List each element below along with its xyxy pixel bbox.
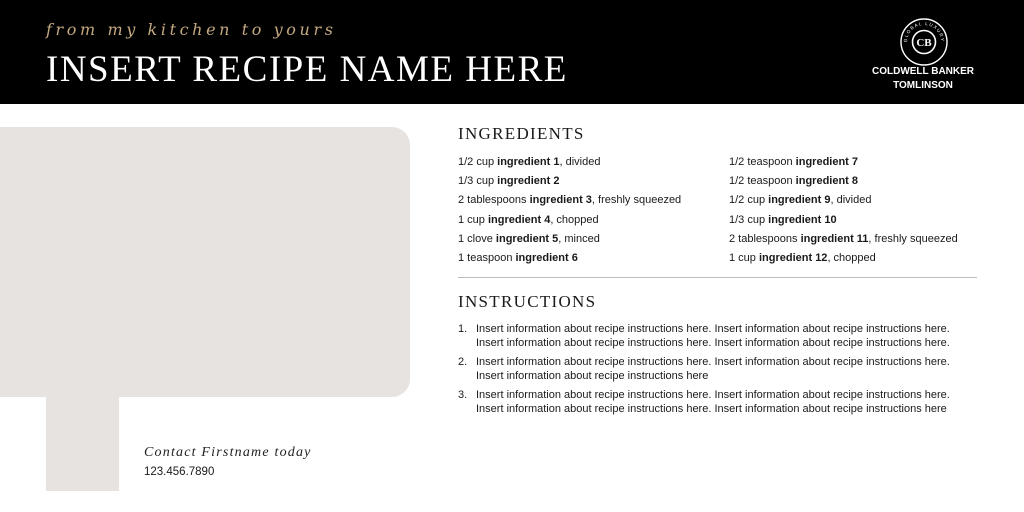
- ingredients-list-right: [729, 153, 958, 268]
- ingredient-item: 2 tablespoons ingredient 11, freshly squeezed: [729, 232, 958, 245]
- ingredients-list-left: [458, 153, 681, 268]
- contact-phone: 123.456.7890: [144, 466, 215, 478]
- step-text: Insert information about recipe instructions here. Insert information about recipe instructions here. Insert information about recipe instructions here. Insert information about recipe instructions here.: [476, 323, 950, 349]
- brand-office: TOMLINSON: [893, 80, 953, 91]
- instruction-step: [458, 355, 968, 383]
- step-text: Insert information about recipe instructions here. Insert information about recipe instructions here. Insert information about recipe instructions here: [476, 356, 950, 382]
- ingredient-item: 1/2 teaspoon ingredient 7: [729, 156, 859, 168]
- instructions-list: [458, 322, 968, 416]
- instruction-step: [458, 388, 968, 416]
- ingredient-item: 1/3 cup ingredient 10: [729, 213, 837, 226]
- step-number: 1.: [458, 323, 468, 335]
- section-divider: [458, 277, 977, 278]
- ingredient-item: 2 tablespoons ingredient 3, freshly squeezed: [458, 194, 682, 207]
- photo-placeholder-stem: [46, 390, 119, 491]
- tagline: from my kitchen to yours: [46, 20, 337, 39]
- photo-placeholder: [0, 127, 410, 397]
- ingredient-item: 1 cup ingredient 4, chopped: [458, 213, 599, 226]
- brand-name: COLDWELL BANKER: [871, 66, 975, 77]
- ingredient-item: 1/2 cup ingredient 9, divided: [729, 194, 872, 207]
- logo-monogram: CB: [916, 37, 932, 50]
- ingredient-item: 1/3 cup ingredient 2: [458, 175, 560, 188]
- instructions-heading: INSTRUCTIONS: [458, 292, 597, 311]
- contact-label: Contact Firstname today: [144, 445, 312, 460]
- ingredients-heading: INGREDIENTS: [458, 124, 585, 143]
- ingredient-item: 1/2 teaspoon ingredient 8: [729, 175, 859, 188]
- instruction-step: [458, 322, 968, 350]
- recipe-title: INSERT RECIPE NAME HERE: [46, 49, 568, 90]
- step-number: 3.: [458, 389, 468, 401]
- ingredient-item: 1 clove ingredient 5, minced: [458, 232, 600, 245]
- ingredient-item: 1 cup ingredient 12, chopped: [729, 251, 876, 264]
- logo-ring-text: GLOBAL LUXURY: [902, 20, 946, 43]
- step-text: Insert information about recipe instructions here. Insert information about recipe instructions here. Insert information about recipe instructions here. Insert information about recipe instructions here: [476, 389, 950, 415]
- header-banner: [0, 0, 1024, 104]
- ingredient-item: 1 teaspoon ingredient 6: [458, 251, 578, 264]
- coldwell-banker-logo-icon: [899, 17, 949, 67]
- ingredient-item: 1/2 cup ingredient 1, divided: [458, 156, 601, 168]
- step-number: 2.: [458, 356, 468, 368]
